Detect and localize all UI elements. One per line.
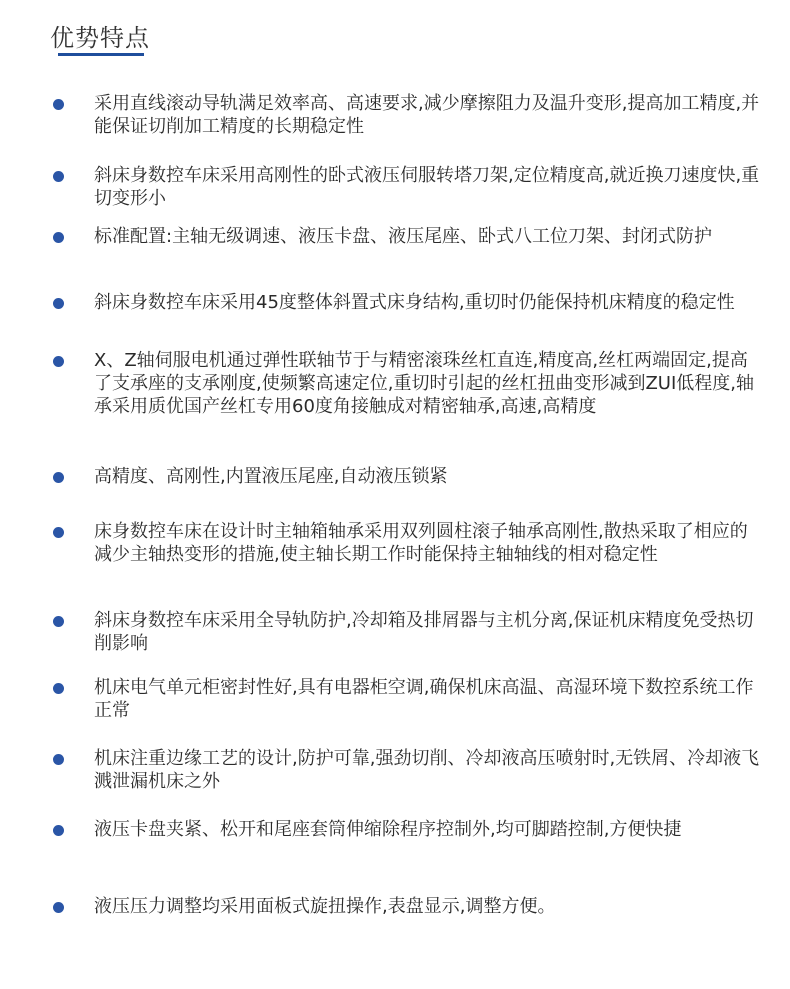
bullet-icon <box>53 171 64 182</box>
bullet-icon <box>53 683 64 694</box>
list-item-text: 斜床身数控车床采用全导轨防护,冷却箱及排屑器与主机分离,保证机床精度免受热切削影响 <box>94 610 754 654</box>
bullet-icon <box>53 232 64 243</box>
list-item <box>94 818 764 841</box>
list-item <box>94 676 764 722</box>
list-item-text: 机床电气单元柜密封性好,具有电器柜空调,确保机床高温、高湿环境下数控系统工作正常 <box>94 677 754 721</box>
bullet-icon <box>53 616 64 627</box>
bullet-icon <box>53 298 64 309</box>
bullet-icon <box>53 99 64 110</box>
list-item-text: X、Z轴伺服电机通过弹性联轴节于与精密滚珠丝杠直连,精度高,丝杠两端固定,提高了支承座的支承刚度,使频繁高速定位,重切时引起的丝杠扭曲变形减到ZUI低程度,轴承采用质优国产丝杠专用60度角接触成对精密轴承,高速,高精度 <box>94 350 754 417</box>
bullet-icon <box>53 527 64 538</box>
bullet-icon <box>53 754 64 765</box>
list-item <box>94 164 764 210</box>
list-item <box>94 609 764 655</box>
list-item <box>94 465 764 488</box>
list-item-text: 床身数控车床在设计时主轴箱轴承采用双列圆柱滚子轴承高刚性,散热采取了相应的减少主轴热变形的措施,使主轴长期工作时能保持主轴轴线的相对稳定性 <box>94 521 748 565</box>
list-item-text: 机床注重边缘工艺的设计,防护可靠,强劲切削、冷却液高压喷射时,无铁屑、冷却液飞溅泄漏机床之外 <box>94 748 760 792</box>
bullet-icon <box>53 902 64 913</box>
list-item <box>94 895 764 918</box>
list-item <box>94 349 764 418</box>
list-item <box>94 225 764 248</box>
list-item <box>94 747 764 793</box>
list-item-text: 液压卡盘夹紧、松开和尾座套筒伸缩除程序控制外,均可脚踏控制,方便快捷 <box>94 819 682 840</box>
list-item <box>94 92 764 138</box>
list-item <box>94 520 764 566</box>
list-item-text: 液压压力调整均采用面板式旋扭操作,表盘显示,调整方便。 <box>94 896 556 917</box>
section-title: 优势特点 <box>50 24 150 52</box>
bullet-icon <box>53 472 64 483</box>
list-item-text: 高精度、高刚性,内置液压尾座,自动液压锁紧 <box>94 466 448 487</box>
list-item-text: 斜床身数控车床采用45度整体斜置式床身结构,重切时仍能保持机床精度的稳定性 <box>94 292 735 313</box>
bullet-icon <box>53 825 64 836</box>
bullet-icon <box>53 356 64 367</box>
list-item-text: 采用直线滚动导轨满足效率高、高速要求,减少摩擦阻力及温升变形,提高加工精度,并能保证切削加工精度的长期稳定性 <box>94 93 760 137</box>
list-item-text: 标准配置:主轴无级调速、液压卡盘、液压尾座、卧式八工位刀架、封闭式防护 <box>94 226 713 247</box>
list-item-text: 斜床身数控车床采用高刚性的卧式液压伺服转塔刀架,定位精度高,就近换刀速度快,重切变形小 <box>94 165 760 209</box>
title-underline <box>58 53 144 56</box>
list-item <box>94 291 764 314</box>
